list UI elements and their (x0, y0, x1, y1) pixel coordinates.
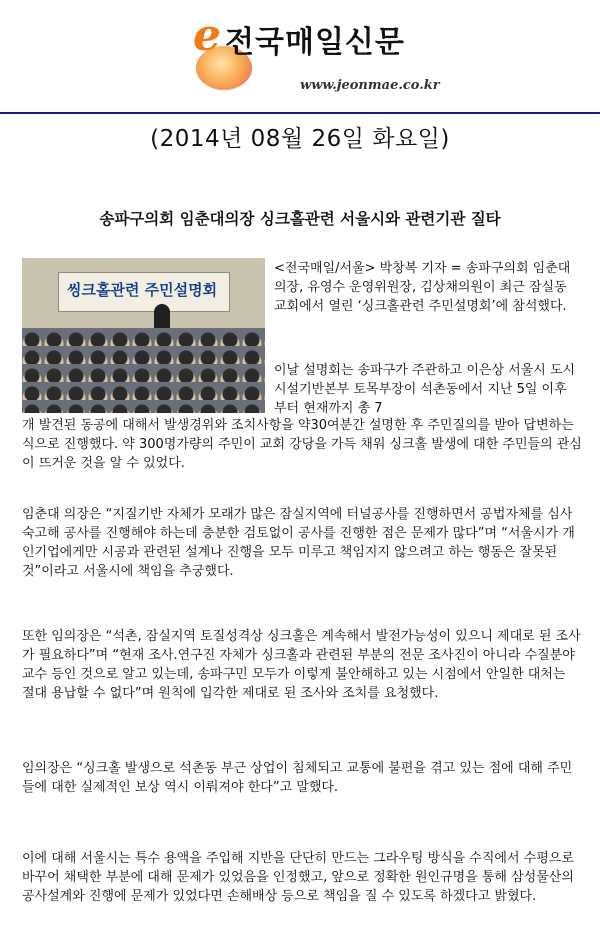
header-divider (0, 112, 600, 114)
article-headline: 송파구의회 임춘대의장 싱크홀관련 서울시와 관련기관 질타 (99, 210, 501, 228)
article-photo (22, 258, 265, 413)
article-paragraph-6: 이에 대해 서울시는 특수 용액을 주입해 지반을 단단히 만드는 그라우팅 방식을 수직에서 수평으로 바꾸어 채택한 부분에 대해 문제가 있었음을 인정했고, 앞으로 정확한 원인규명을 통해 삼성물산의 공사설계와 진행에 문제가 있었다면 손해배상 등으로 책임을 질 수 있도록 하겠다고 밝혔다. (22, 851, 574, 904)
masthead (0, 0, 600, 112)
article-paragraph-2-cont: 개 발견된 동공에 대해서 발생경위와 조치사항을 약30여분간 설명한 후 주민질의를 받아 답변하는 식으로 진행했다. 약 300명가량의 주민이 교회 강당을 가득 채워 싱크홀 발생에 대한 주민들의 관심이 뜨거운 것을 알 수 있었다. (22, 418, 582, 471)
photo-audience (22, 328, 265, 413)
newspaper-name: 전국매일신문 (225, 25, 405, 60)
article-paragraph-5: 임의장은 “싱크홀 발생으로 석촌동 부근 상업이 침체되고 교통에 불편을 겪고 있는 점에 대해 주민들에 대한 실제적인 보상 역시 이뤄져야 한다”고 말했다. (22, 761, 573, 795)
article-paragraph-1: <전국매일/서울> 박창복 기자 = 송파구의회 임춘대 의장, 유영수 운영위원장, 김상채의원이 최근 잠실동교회에서 열린 ‘싱크홀관련 주민설명회’에 참석했다. (274, 261, 571, 314)
photo-banner-text: 씽크홀관련 주민설명회 (67, 281, 218, 299)
article-paragraph-3: 임춘대 의장은 “지질기반 자체가 모래가 많은 잠실지역에 터널공사를 진행하면서 공법자체를 심사숙고해 공사를 진행해야 하는데 충분한 검토없이 공사를 진행한 점은 문제가 많다”며 “서울시가 개인기업에게만 시공과 관련된 설계나 진행을 모두 미루고 책임지지 않으려고 하는 행동은 잘못된 것”이라고 서울시에 책임을 추궁했다. (22, 507, 575, 579)
newspaper-url: www.jeonmae.co.kr (300, 78, 440, 93)
publication-date: (2014년 08월 26일 화요일) (150, 126, 450, 152)
article-paragraph-2-start: 이날 설명회는 송파구가 주관하고 이은상 서울시 도시시설기반본부 토목부장이 석촌동에서 지난 5일 이후부터 현재까지 총 7 (274, 363, 576, 416)
article-paragraph-4: 또한 임의장은 “석촌, 잠실지역 토질성격상 싱크홀은 계속해서 발전가능성이 있으니 제대로 된 조사가 필요하다”며 “현재 조사.연구진 자체가 싱크홀과 관련된 부분의 전문 조사진이 아니라 수질분야 교수 등인 것으로 알고 있는데, 송파구민 모두가 이렇게 불안해하고 있는 시점에서 안일한 대처는 절대 용납할 수 없다”며 원칙에 입각한 제대로 된 조사와 조치를 요청했다. (22, 629, 581, 701)
logo-e-mark: e (193, 10, 221, 61)
